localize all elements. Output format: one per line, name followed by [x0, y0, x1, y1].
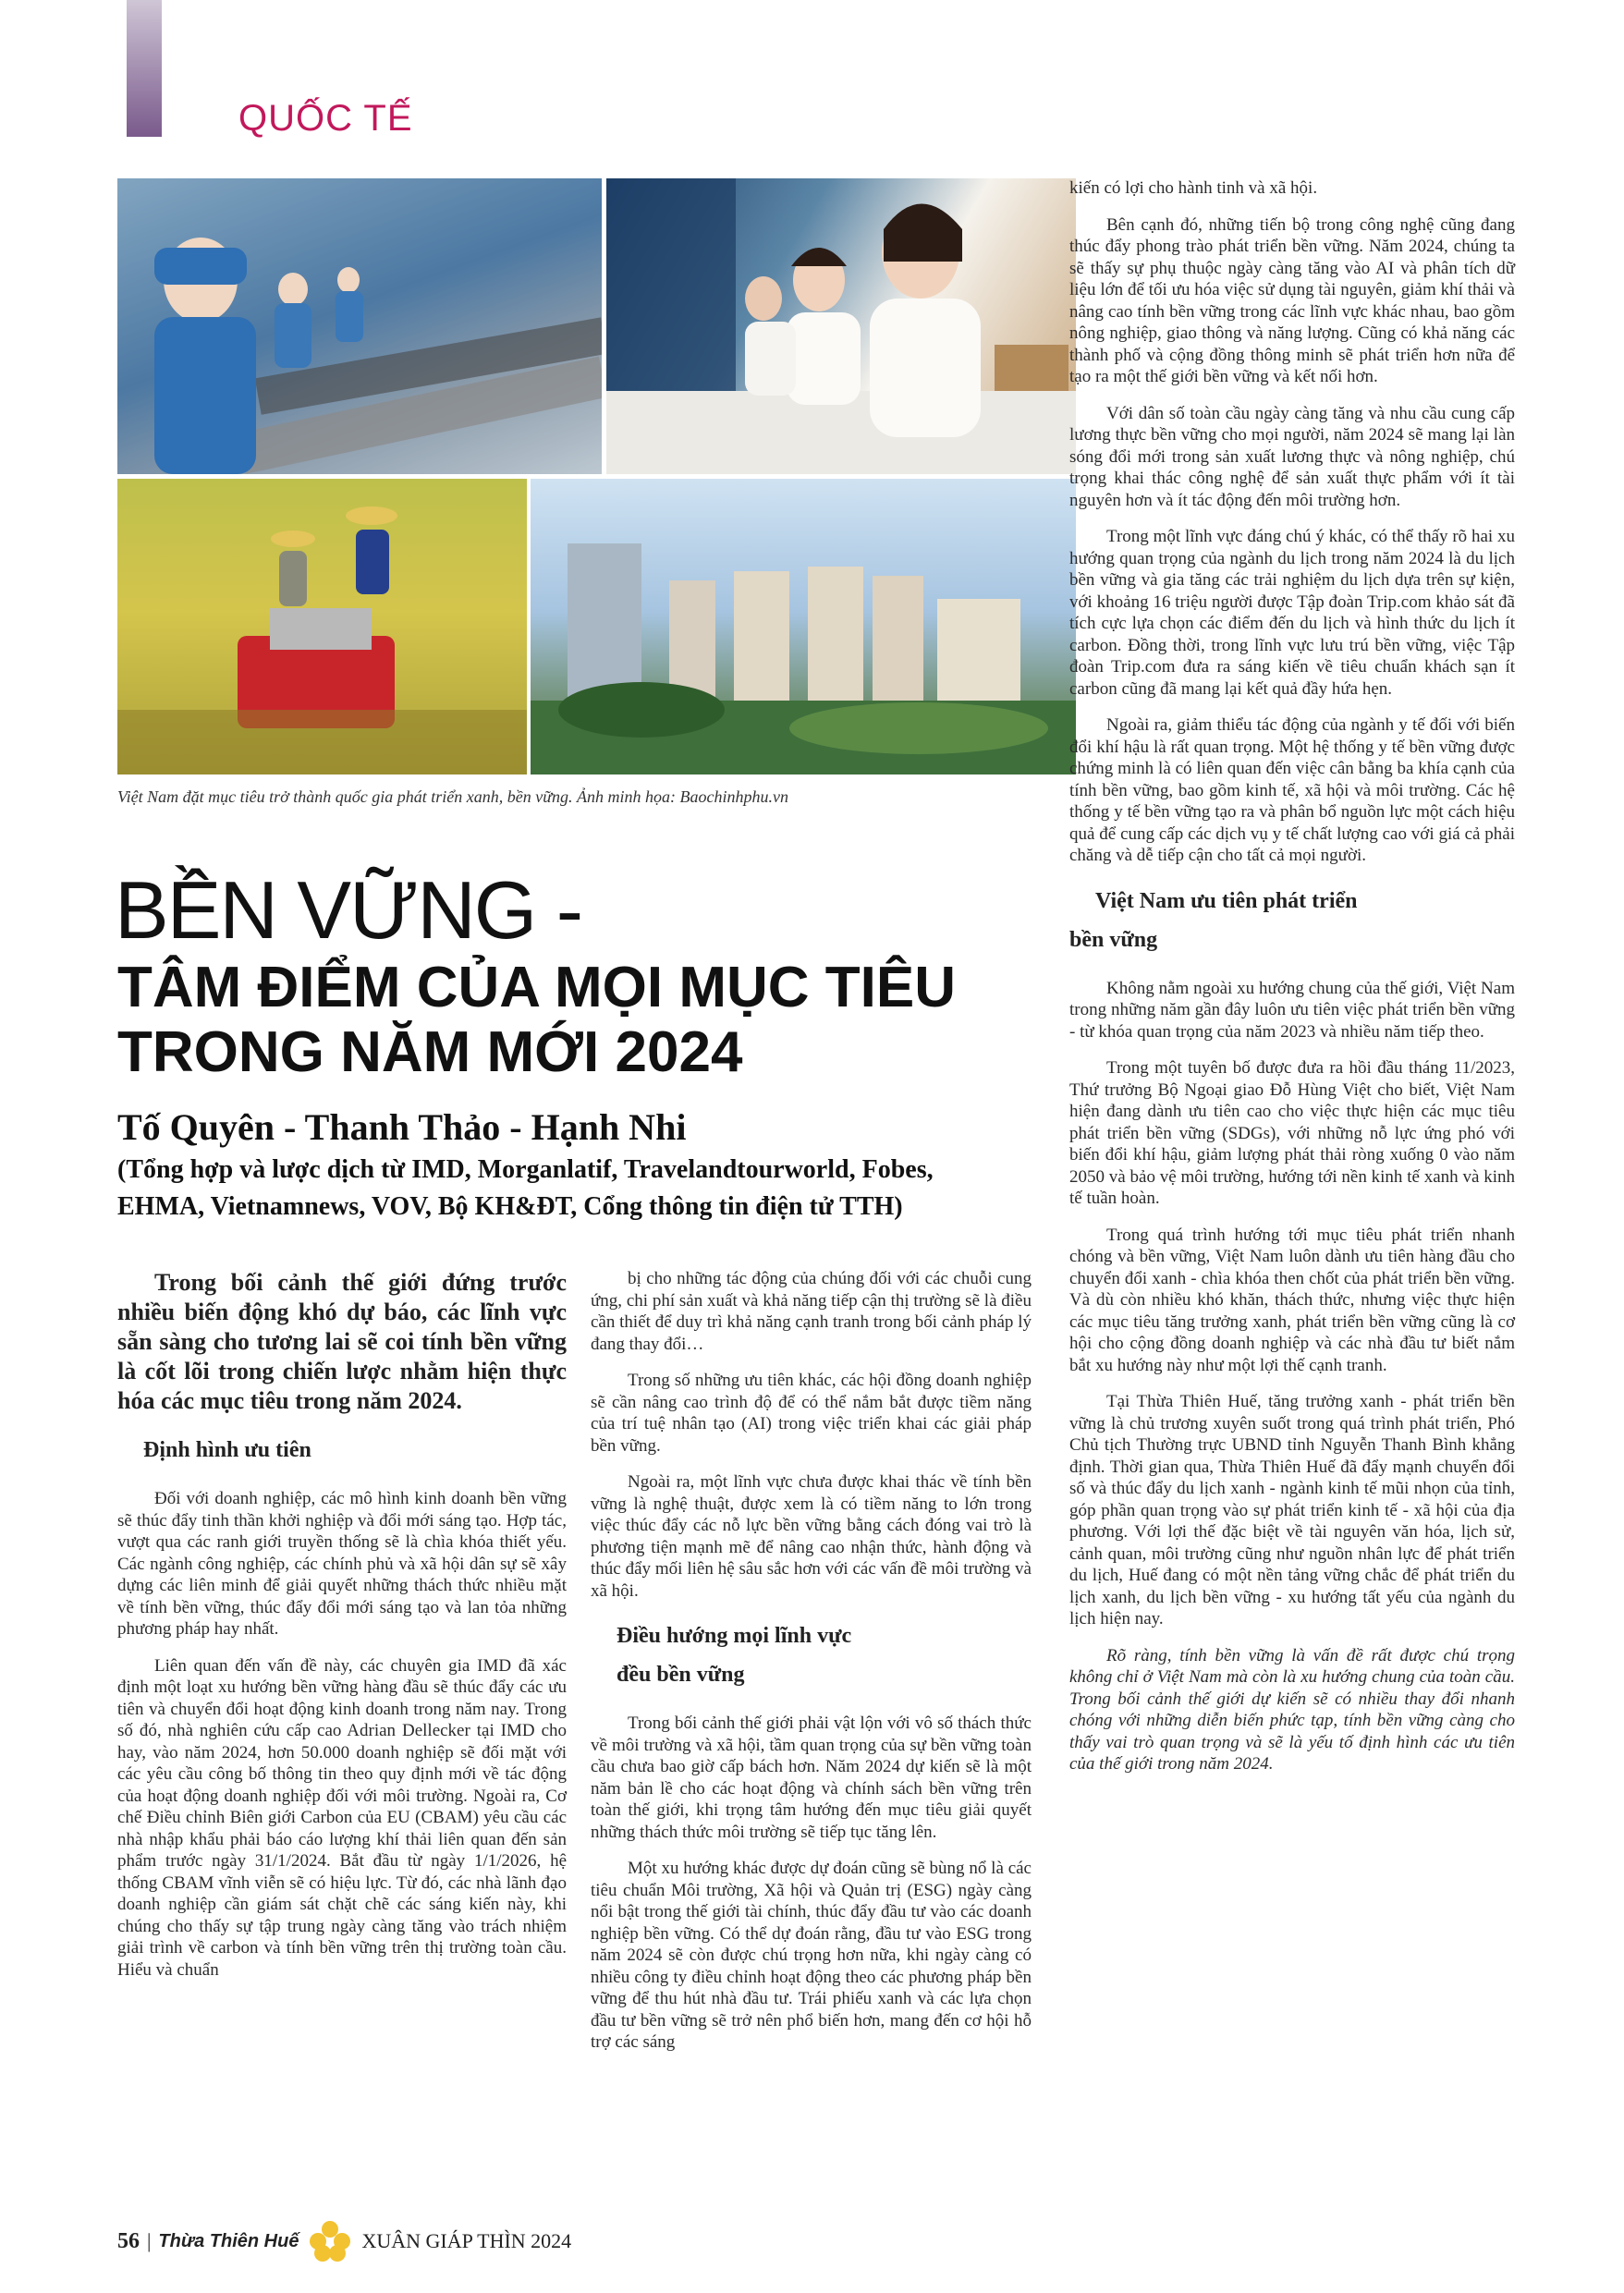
headline-line-2: TÂM ĐIỂM CỦA MỌI MỤC TIÊU: [117, 956, 956, 1019]
subhead-line-2: đều bền vững: [617, 1663, 745, 1687]
rice-harvest-photo: [117, 479, 527, 774]
paragraph: Tại Thừa Thiên Huế, tăng trưởng xanh - phát triển bền vững là chủ trương xuyên suốt trong quá trình phát triển, Phó Chủ tịch Thường trực UBND tỉnh Nguyễn Thanh Bình khẳng định. Thời gian qua, Thừa Thiên Huế đã đẩy mạnh chuyển đổi số và thúc đẩy du lịch xanh - ngành kinh tế mũi nhọn của tỉnh, góp phần quan trọng vào sự phát triển kinh tế - xã hội của địa phương. Với lợi thế đặc biệt về tài nguyên văn hóa, lịch sử, cảnh quan, môi trường cũng như nguồn nhân lực để phát triển du lịch, Huế đang có một nền tảng vững chắc để phát triển du lịch xanh, du lịch bền vững - xu hướng tất yếu của ngành du lịch hiện nay.: [1069, 1392, 1515, 1628]
magazine-name: Thừa Thiên Huế: [158, 2230, 299, 2251]
subhead-dieu-huong: [591, 1616, 1032, 1694]
headline-line-3: TRONG NĂM MỚI 2024: [117, 1020, 743, 1084]
subhead-line-1: Việt Nam ưu tiên phát triển: [1095, 888, 1358, 913]
issue-name: XUÂN GIÁP THÌN 2024: [361, 2229, 572, 2252]
paragraph: Với dân số toàn cầu ngày càng tăng và nhu cầu cung cấp lương thực bền vững cho mọi người, năm 2024 sẽ mang lại làn sóng đổi mới trong sản xuất lương thực và nông nghiệp, chú trọng khai thác công nghệ để sản xuất thực phẩm với ít tài nguyên hơn và ít tác động đến môi trường hơn.: [1069, 403, 1515, 510]
paragraph: Liên quan đến vấn đề này, các chuyên gia IMD đã xác định một loạt xu hướng bền vững hàng đầu sẽ thúc đẩy các ưu tiên và chuyển đổi hoạt động kinh doanh trong năm nay. Trong số đó, nhà nghiên cứu cấp cao Adrian Dellecker tại IMD cho hay, vào năm 2024, hơn 50.000 doanh nghiệp sẽ đối mặt với các yêu cầu công bố thông tin theo quy định mới về tác động của hoạt động doanh nghiệp đối với môi trường. Ngoài ra, Cơ chế Điều chỉnh Biên giới Carbon của EU (CBAM) yêu cầu các nhà nhập khẩu phải báo cáo lượng khí thải liên quan đến sản phẩm trước ngày 31/1/2024. Bắt đầu từ ngày 1/1/2026, hệ thống CBAM vĩnh viễn sẽ có hiệu lực. Từ đó, các nhà lãnh đạo doanh nghiệp cần giám sát chặt chẽ các sáng kiến này, khi chúng cho thấy sự tập trung ngày càng tăng vào trách nhiệm giải trình về carbon và tính bền vững trên thị trường toàn cầu. Hiểu và chuẩn: [117, 1655, 567, 1980]
closing-paragraph: Rõ ràng, tính bền vững là vấn đề rất được chú trọng không chỉ ở Việt Nam mà còn là xu hướng chung của toàn cầu. Trong bối cảnh thế giới dự kiến sẽ có nhiều thay đổi nhanh chóng với những diễn biến phức tạp, tính bền vững càng cho thấy vai trò quan trọng và sẽ là yếu tố định hình các ưu tiên của thế giới trong năm 2024.: [1069, 1645, 1515, 1774]
page-footer: [117, 2221, 571, 2262]
article-authors: Tố Quyên - Thanh Thảo - Hạnh Nhi: [117, 1106, 687, 1148]
paragraph: Đối với doanh nghiệp, các mô hình kinh doanh bền vững sẽ thúc đẩy tinh thần khởi nghiệp và đổi mới sáng tạo. Hợp tác, vượt qua các ranh giới truyền thống sẽ là chìa khóa thiết yếu. Các ngành công nghiệp, các chính phủ và xã hội dân sự sẽ xây dựng các liên minh để giải quyết những thách thức nhiều mặt về tính bền vững, thúc đẩy đổi mới sáng tạo và lan tỏa những phương pháp hay nhất.: [117, 1489, 567, 1639]
call-center-photo: [606, 178, 1076, 474]
article-column-1: [117, 1268, 567, 1995]
factory-workers-photo: [117, 178, 602, 474]
paragraph: Ngoài ra, một lĩnh vực chưa được khai thác về tính bền vững là nghệ thuật, được xem là có tiềm năng to lớn trong việc thúc đẩy các nỗ lực bền vững bằng cách đóng vai trò là phương tiện mạnh mẽ để nâng cao nhận thức, hành động và thúc đẩy mối liên hệ sâu sắc hơn với các vấn đề môi trường và xã hội.: [591, 1472, 1032, 1601]
paragraph: Trong bối cảnh thế giới phải vật lộn với vô số thách thức về môi trường và xã hội, tầm quan trọng của sự bền vững toàn cầu chưa bao giờ cấp bách hơn. Năm 2024 dự kiến sẽ là một năm bản lề cho các hoạt động và chính sách bền vững trên toàn thế giới, khi trọng tâm hướng đến mục tiêu giải quyết những thách thức môi trường sẽ tiếp tục tăng lên.: [591, 1714, 1032, 1842]
headline-top: BỀN VỮNG -: [115, 864, 581, 956]
paragraph: Một xu hướng khác được dự đoán cũng sẽ bùng nổ là các tiêu chuẩn Môi trường, Xã hội và Quản trị (ESG) ngày càng nổi bật trong thế giới tài chính, thúc đẩy đầu tư vào các doanh nghiệp bền vững. Có thể dự đoán rằng, đầu tư vào ESG trong năm 2024 sẽ còn được chú trọng hơn nữa, khi ngày càng có nhiều công ty điều chỉnh hoạt động theo các phương pháp bền vững để thu hút nhà đầu tư. Trái phiếu xanh và các lựa chọn đầu tư bền vững sẽ trở nên phổ biến hơn, mang đến cơ hội hỗ trợ các sáng: [591, 1859, 1032, 2052]
headline-subtitle: [117, 956, 1079, 1085]
paragraph: bị cho những tác động của chúng đối với các chuỗi cung ứng, chi phí sản xuất và khả năng tiếp cận thị trường sẽ là điều cần thiết để duy trì khả năng cạnh tranh trong bối cảnh pháp lý đang thay đổi…: [591, 1269, 1032, 1354]
subhead-dinh-hinh: Định hình ưu tiên: [143, 1438, 311, 1462]
paragraph: Trong một tuyên bố được đưa ra hồi đầu tháng 11/2023, Thứ trưởng Bộ Ngoại giao Đỗ Hùng Việt cho biết, Việt Nam hiện đang dành ưu tiên cao cho việc thực hiện các mục tiêu phát triển bền vững (SDGs), với những nỗ lực ứng phó với biến đổi khí hậu, giảm lượng phát thải ròng xuống 0 vào năm 2050 và bảo vệ môi trường, hướng tới nền kinh tế xanh và kinh tế tuần hoàn.: [1069, 1058, 1515, 1208]
section-label: QUỐC TẾ: [238, 98, 413, 139]
footer-separator: |: [147, 2229, 152, 2252]
article-sources: [117, 1152, 1088, 1226]
paragraph: Trong một lĩnh vực đáng chú ý khác, có thể thấy rõ hai xu hướng quan trọng của ngành du lịch trong năm 2024 là du lịch bền vững và gia tăng các trải nghiệm du lịch dựa trên sự kiện, với khoảng 16 triệu người được Tập đoàn Trip.com khảo sát đã tích cực lựa chọn các điểm đến du lịch và hình thức du lịch ít carbon. Đồng thời, trong lĩnh vực lưu trú bền vững, việc Tập đoàn Trip.com đưa ra sáng kiến về tiêu chuẩn khách sạn ít carbon cũng đã mang lại kết quả đầy hứa hẹn.: [1069, 527, 1515, 699]
lead-paragraph: Trong bối cảnh thế giới đứng trước nhiều biến động khó dự báo, các lĩnh vực sẵn sàng cho tương lai sẽ coi tính bền vững là cốt lõi trong chiến lược nhằm hiện thực hóa các mục tiêu trong năm 2024.: [117, 1269, 567, 1414]
sources-line-2: EHMA, Vietnamnews, VOV, Bộ KH&ĐT, Cổng thông tin điện tử TTH): [117, 1192, 903, 1221]
flower-icon: [310, 2221, 350, 2262]
sources-line-1: (Tổng hợp và lược dịch từ IMD, Morganlatif, Travelandtourworld, Fobes,: [117, 1155, 934, 1184]
article-column-2: [591, 1268, 1032, 2068]
city-buildings-photo: [531, 479, 1076, 774]
header-tab-bar: [127, 0, 162, 137]
subhead-viet-nam: [1069, 882, 1515, 959]
paragraph: Bên cạnh đó, những tiến bộ trong công nghệ cũng đang thúc đẩy phong trào phát triển bền vững. Năm 2024, chúng ta sẽ thấy sự phụ thuộc ngày càng tăng vào AI và phân tích dữ liệu lớn để tối ưu hóa việc sử dụng tài nguyên, giảm khí thải và nâng cao tính bền vững trong các lĩnh vực khác nhau, bao gồm nông nghiệp, giao thông và năng lượng. Cũng có khả năng các thành phố và cộng đồng thông minh sẽ phát triển hơn nữa để tạo ra một thế giới bền vững và kết nối hơn.: [1069, 214, 1515, 386]
page-number: 56: [117, 2228, 140, 2253]
paragraph: Không nằm ngoài xu hướng chung của thế giới, Việt Nam trong những năm gần đây luôn ưu tiên việc phát triển bền vững - từ khóa quan trọng của năm 2023 và nhiều năm tiếp theo.: [1069, 978, 1515, 1042]
paragraph: Ngoài ra, giảm thiểu tác động của ngành y tế đối với biến đổi khí hậu là rất quan trọng. Một hệ thống y tế bền vững được chứng minh là có liên quan đến việc cân bằng ba khía cạnh của tính bền vững, bao gồm kinh tế, xã hội và môi trường. Các hệ thống y tế bền vững tạo ra và phân bổ nguồn lực một cách hiệu quả để cung cấp các dịch vụ y tế chất lượng cao với giá cả phải chăng và dễ tiếp cận cho tất cả mọi người.: [1069, 715, 1515, 865]
paragraph: Trong số những ưu tiên khác, các hội đồng doanh nghiệp sẽ cần nâng cao trình độ để có thể nắm bắt được tiềm năng của trí tuệ nhân tạo (AI) trong việc triển khai các giải pháp bền vững.: [591, 1371, 1032, 1456]
article-column-3: [1069, 177, 1515, 1790]
paragraph: Trong quá trình hướng tới mục tiêu phát triển nhanh chóng và bền vững, Việt Nam luôn dành ưu tiên hàng đầu cho chuyển đổi xanh - chìa khóa then chốt của phát triển bền vững. Và dù còn nhiều khó khăn, thách thức, nhưng việc thực hiện các mục tiêu tăng trưởng xanh, phát triển bền vững cũng là cơ hội cho cộng đồng doanh nghiệp và các nhà đầu tư biết nắm bắt xu hướng này như một lợi thế cạnh tranh.: [1069, 1225, 1515, 1375]
subhead-line-2: bền vững: [1069, 927, 1158, 952]
subhead-line-1: Điều hướng mọi lĩnh vực: [617, 1624, 852, 1648]
photo-caption: Việt Nam đặt mục tiêu trở thành quốc gia phát triển xanh, bền vững. Ảnh minh họa: Baochinhphu.vn: [117, 787, 788, 806]
paragraph: kiến có lợi cho hành tinh và xã hội.: [1069, 178, 1318, 198]
